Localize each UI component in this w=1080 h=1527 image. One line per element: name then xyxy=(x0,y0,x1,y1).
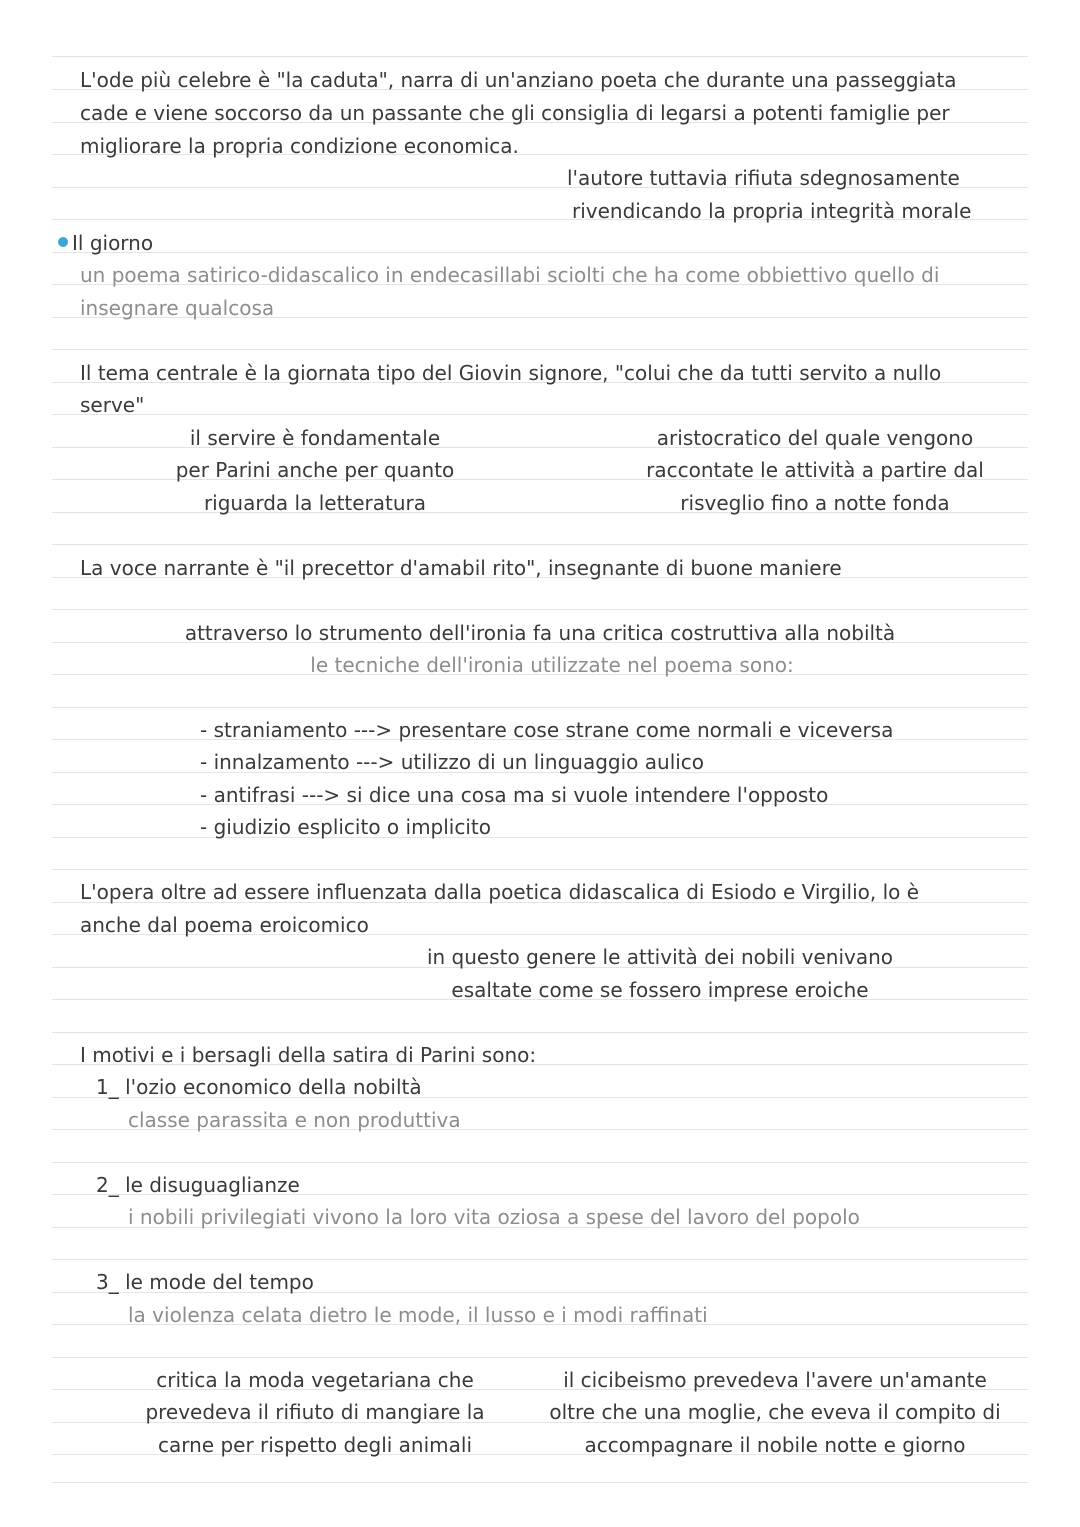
motivo-1-title: 1_ l'ozio economico della nobiltà xyxy=(96,1075,422,1099)
motivo-3-desc: la violenza celata dietro le mode, il lusso e i modi raffinati xyxy=(128,1303,708,1327)
tecniche-line: le tecniche dell'ironia utilizzate nel poema sono: xyxy=(310,653,794,677)
tema-left-note-2: per Parini anche per quanto xyxy=(175,458,455,482)
tema-right-note-2: raccontate le attività a partire dal xyxy=(646,458,984,482)
intro-note-1: l'autore tuttavia rifiuta sdegnosamente xyxy=(567,166,960,190)
tecnica-item-3: - antifrasi ---> si dice una cosa ma si vuole intendere l'opposto xyxy=(200,783,829,807)
tema-line-1: Il tema centrale è la giornata tipo del Giovin signore, "colui che da tutti servito a nullo xyxy=(80,361,942,385)
tecnica-item-2: - innalzamento ---> utilizzo di un linguaggio aulico xyxy=(200,750,705,774)
intro-line-2: cade e viene soccorso da un passante che gli consiglia di legarsi a potenti famiglie per xyxy=(80,101,950,125)
tema-right-note-1: aristocratico del quale vengono xyxy=(656,426,974,450)
ironia-line: attraverso lo strumento dell'ironia fa una critica costruttiva alla nobiltà xyxy=(184,621,896,645)
intro-line-1: L'ode più celebre è "la caduta", narra di un'anziano poeta che durante una passeggiata xyxy=(80,68,957,92)
intro-note-2: rivendicando la propria integrità morale xyxy=(572,199,972,223)
tecnica-item-1: - straniamento ---> presentare cose strane come normali e viceversa xyxy=(200,718,894,742)
opera-note-2: esaltate come se fossero imprese eroiche xyxy=(451,978,869,1002)
motivi-right-note-3: accompagnare il nobile notte e giorno xyxy=(584,1433,966,1457)
tema-left-note-3: riguarda la letteratura xyxy=(203,491,427,515)
motivi-right-note-1: il cicibeismo prevedeva l'avere un'amante xyxy=(563,1368,987,1392)
tema-left-note-1: il servire è fondamentale xyxy=(189,426,441,450)
giorno-desc-line-2: insegnare qualcosa xyxy=(80,296,275,320)
opera-note-1: in questo genere le attività dei nobili venivano xyxy=(426,945,894,969)
motivi-intro: I motivi e i bersagli della satira di Parini sono: xyxy=(80,1043,537,1067)
bullet-dot-icon xyxy=(58,237,68,247)
motivo-2-title: 2_ le disuguaglianze xyxy=(96,1173,300,1197)
motivi-right-note-2: oltre che una moglie, che eveva il compito di xyxy=(549,1400,1001,1424)
motivi-left-note-1: critica la moda vegetariana che xyxy=(156,1368,474,1392)
tecnica-item-4: - giudizio esplicito o implicito xyxy=(200,815,491,839)
voce-narrante-line: La voce narrante è "il precettor d'amabil rito", insegnante di buone maniere xyxy=(80,556,842,580)
opera-line-1: L'opera oltre ad essere influenzata dalla poetica didascalica di Esiodo e Virgilio, lo è xyxy=(80,880,920,904)
tema-line-2: serve" xyxy=(80,393,145,417)
tema-right-note-3: risveglio fino a notte fonda xyxy=(680,491,950,515)
motivi-left-note-3: carne per rispetto degli animali xyxy=(157,1433,473,1457)
giorno-desc-line-1: un poema satirico-didascalico in endecasillabi sciolti che ha come obbiettivo quello di xyxy=(80,263,940,287)
intro-line-3: migliorare la propria condizione economica. xyxy=(80,134,519,158)
motivo-2-desc: i nobili privilegiati vivono la loro vita oziosa a spese del lavoro del popolo xyxy=(128,1205,860,1229)
motivi-left-note-2: prevedeva il rifiuto di mangiare la xyxy=(145,1400,485,1424)
opera-line-2: anche dal poema eroicomico xyxy=(80,913,369,937)
motivo-1-desc: classe parassita e non produttiva xyxy=(128,1108,461,1132)
section-heading-il-giorno: Il giorno xyxy=(72,231,154,255)
motivo-3-title: 3_ le mode del tempo xyxy=(96,1270,314,1294)
